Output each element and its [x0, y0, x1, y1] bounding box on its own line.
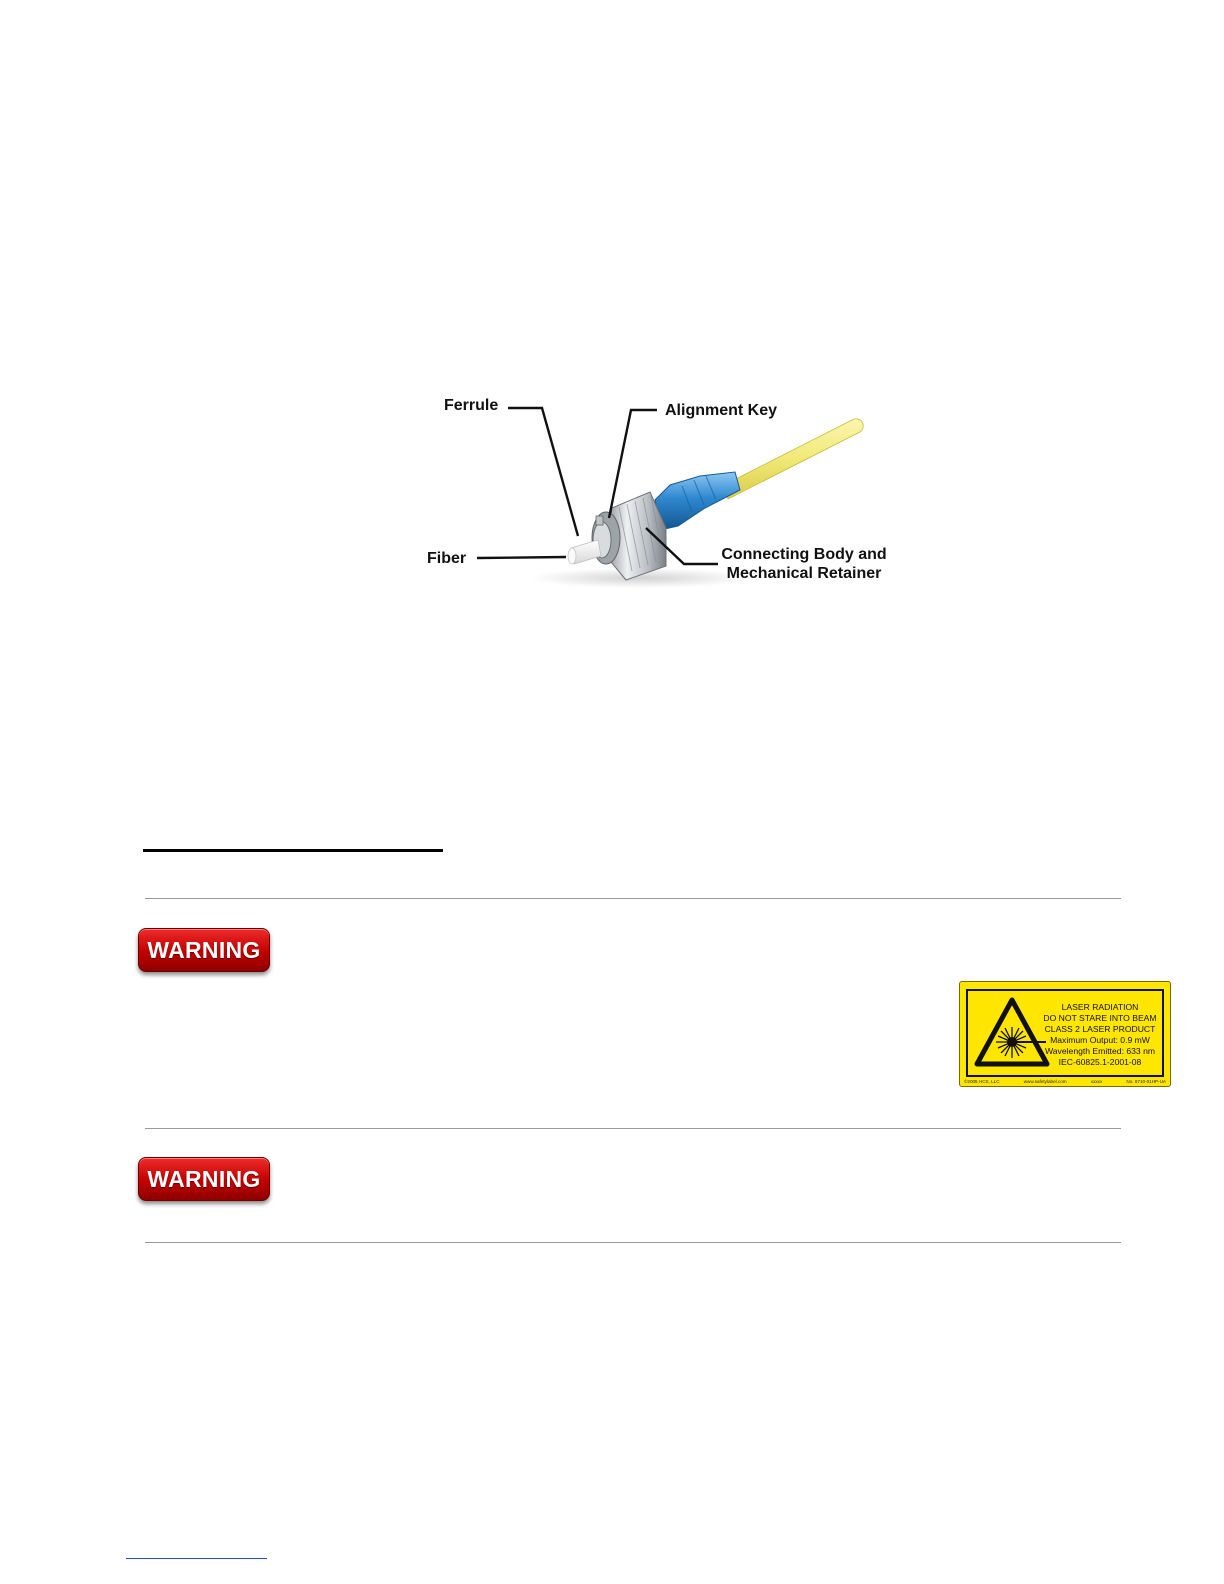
footer-link-underline[interactable]	[126, 1558, 267, 1559]
laser-footer-url: www.safetylabel.com	[1023, 1079, 1067, 1084]
warning-badge-2-text: WARNING	[147, 1165, 261, 1192]
laser-label-footer	[964, 1079, 1166, 1084]
fiber-leader	[477, 557, 566, 558]
laser-footer-part-number: No. 6710-01HP-UA	[1126, 1079, 1166, 1084]
ferrule-label: Ferrule	[444, 397, 499, 414]
section-heading-underline	[143, 849, 443, 852]
ferrule	[568, 540, 601, 564]
fiber-connector-figure	[0, 0, 1224, 700]
laser-line-4: Maximum Output: 0.9 mW	[1050, 1035, 1150, 1045]
laser-warning-label	[959, 981, 1171, 1087]
laser-line-1: LASER RADIATION	[1061, 1002, 1139, 1012]
connecting-body-label	[720, 545, 888, 583]
warning-badge-1-text: WARNING	[147, 936, 261, 963]
connecting-body-label-line1: Connecting Body and	[721, 546, 887, 563]
connecting-body-label-line2: Mechanical Retainer	[726, 565, 882, 582]
laser-line-2: DO NOT STARE INTO BEAM	[1043, 1013, 1157, 1023]
warning-badge-1	[138, 928, 270, 972]
laser-footer-code: xxxxx	[1090, 1079, 1103, 1084]
alignment-key-label: Alignment Key	[665, 402, 778, 419]
laser-line-3: CLASS 2 LASER PRODUCT	[1044, 1024, 1156, 1034]
warning-divider-bottom	[145, 1242, 1121, 1243]
laser-line-6: IEC-60825.1-2001-08	[1058, 1057, 1142, 1067]
alignment-key-tab	[596, 516, 603, 525]
warning-divider-top	[145, 898, 1121, 899]
laser-label-text	[1042, 1002, 1158, 1068]
yellow-cable	[720, 419, 863, 499]
laser-hazard-icon	[974, 996, 1050, 1068]
laser-line-5: Wavelength Emitted: 633 nm	[1044, 1046, 1156, 1056]
ferrule-leader	[508, 408, 578, 536]
fiber-label: Fiber	[427, 550, 467, 567]
laser-footer-copyright: ©2005 HCS, LLC	[964, 1079, 1000, 1084]
warning-divider-middle	[145, 1128, 1121, 1129]
blue-boot	[655, 472, 740, 530]
warning-badge-2	[138, 1157, 270, 1201]
